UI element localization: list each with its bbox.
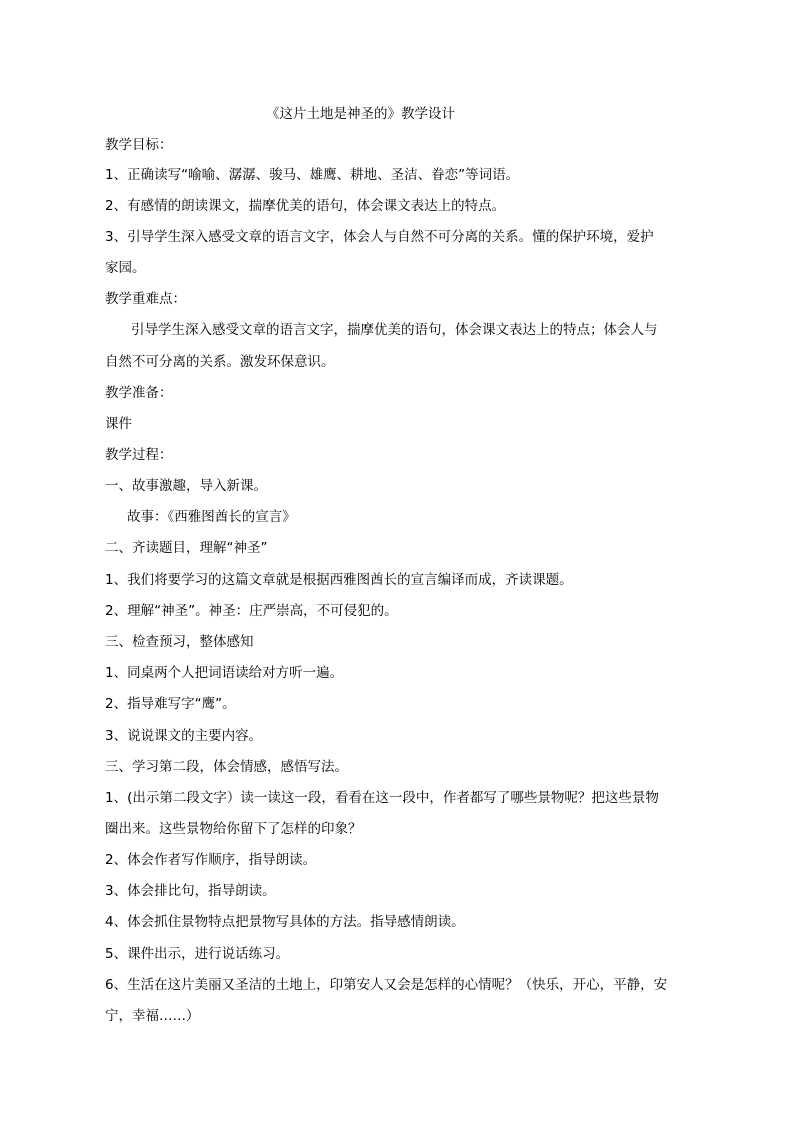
text-line: 故事：《西雅图酋长的宣言》 xyxy=(127,509,296,525)
text-line: 三、检查预习，整体感知 xyxy=(105,634,254,650)
section-heading-key-points: 教学重难点： xyxy=(105,291,186,307)
section-heading-preparation: 教学准备： xyxy=(105,385,173,401)
text-line: 自然不可分离的关系。激发环保意识。 xyxy=(105,354,335,370)
text-line: 2、有感情的朗读课文，揣摩优美的语句，体会课文表达上的特点。 xyxy=(105,198,506,214)
text-line: 1、(出示第二段文字）读一读这一段，看看在这一段中，作者都写了哪些景物呢？把这些景物 xyxy=(105,790,659,806)
text-line: 一、故事激趣，导入新课。 xyxy=(105,478,267,494)
text-line: 引导学生深入感受文章的语言文字，揣摩优美的语句，体会课文表达上的特点；体会人与 xyxy=(131,322,658,338)
text-line: 课件 xyxy=(105,416,132,432)
text-line: 家园。 xyxy=(105,260,146,276)
section-heading-objectives: 教学目标： xyxy=(105,137,173,153)
text-line: 3、说说课文的主要内容。 xyxy=(105,728,263,744)
text-line: 3、体会排比句，指导朗读。 xyxy=(105,883,276,899)
text-line: 三、学习第二段，体会情感，感悟写法。 xyxy=(105,759,348,775)
text-line: 2、体会作者写作顺序，指导朗读。 xyxy=(105,852,317,868)
text-line: 5、课件出示，进行说话练习。 xyxy=(105,946,290,962)
text-line: 2、理解“神圣”。神圣：庄严崇高，不可侵犯的。 xyxy=(105,603,398,619)
text-line: 1、正确读写“喻喻、潺潺、骏马、雄鹰、耕地、圣洁、眷恋”等词语。 xyxy=(105,167,520,183)
text-line: 1、同桌两个人把词语读给对方听一遍。 xyxy=(105,665,344,681)
text-line: 6、生活在这片美丽又圣洁的土地上，印第安人又会是怎样的心情呢？（快乐，开心，平静，安 xyxy=(105,977,668,993)
text-line: 圈出来。这些景物给你留下了怎样的印象？ xyxy=(105,821,362,837)
text-line: 3、引导学生深入感受文章的语言文字，体会人与自然不可分离的关系。懂的保护环境，爱护 xyxy=(105,229,654,245)
text-line: 2、指导难写字“鹰”。 xyxy=(105,696,236,712)
text-line: 4、体会抓住景物特点把景物写具体的方法。指导感情朗读。 xyxy=(105,914,465,930)
text-line: 二、齐读题目，理解“神圣” xyxy=(105,540,268,556)
text-line: 1、我们将要学习的这篇文章就是根据西雅图酋长的宣言编译而成，齐读课题。 xyxy=(105,572,573,588)
document-title: 《这片土地是神圣的》教学设计 xyxy=(266,106,455,122)
section-heading-process: 教学过程： xyxy=(105,447,173,463)
text-line: 宁，幸福……） xyxy=(105,1008,200,1024)
